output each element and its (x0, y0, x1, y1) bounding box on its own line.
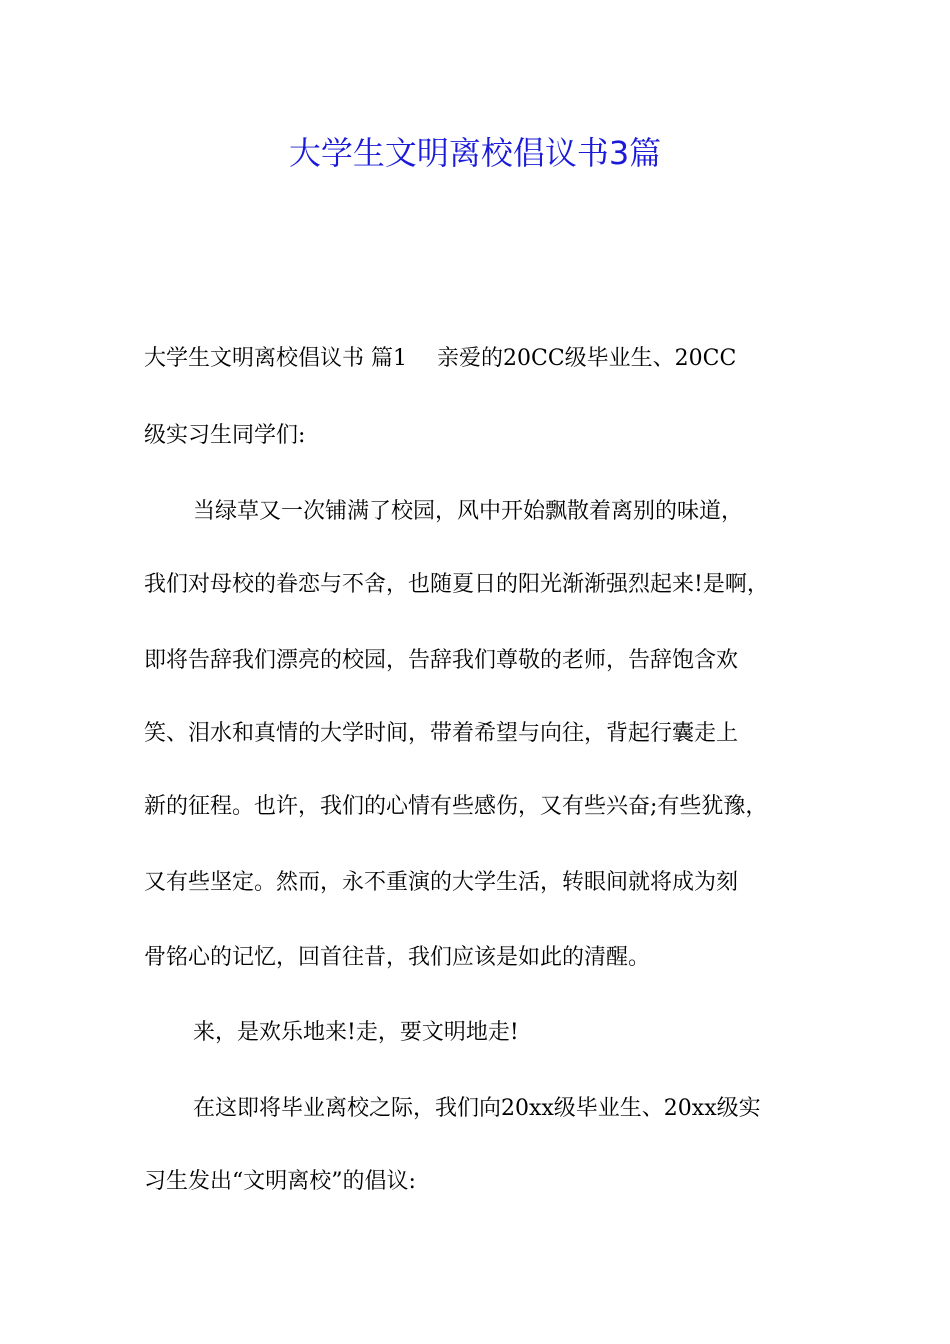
paragraph-line: 级实习生同学们: (144, 423, 306, 448)
paragraph-line: 新的征程。也许，我们的心情有些感伤，又有些兴奋;有些犹豫， (144, 794, 768, 819)
paragraph-line: 又有些坚定。然而，永不重演的大学生活，转眼间就将成为刻 (144, 870, 739, 895)
salutation-start: 亲爱的20CC级毕业生、20CC (437, 346, 737, 371)
paragraph-line (144, 344, 824, 374)
paragraph-line: 笑、泪水和真情的大学时间，带着希望与向往，背起行囊走上 (144, 721, 739, 746)
paragraph-line: 习生发出“文明离校”的倡议: (144, 1169, 416, 1194)
paragraph-line: 我们对母校的眷恋与不舍，也随夏日的阳光渐渐强烈起来!是啊， (144, 572, 769, 597)
section-heading: 大学生文明离校倡议书 篇1 (144, 346, 407, 371)
paragraph-line: 骨铭心的记忆，回首往昔，我们应该是如此的清醒。 (144, 945, 651, 970)
paragraph-line: 来，是欢乐地来!走，要文明地走! (193, 1020, 519, 1045)
paragraph-line: 当绿草又一次铺满了校园，风中开始飘散着离别的味道， (193, 499, 744, 524)
paragraph-line: 即将告辞我们漂亮的校园，告辞我们尊敬的老师，告辞饱含欢 (144, 648, 739, 673)
paragraph-line: 在这即将毕业离校之际，我们向20xx级毕业生、20xx级实 (193, 1096, 761, 1121)
document-title: 大学生文明离校倡议书3篇 (288, 134, 662, 172)
